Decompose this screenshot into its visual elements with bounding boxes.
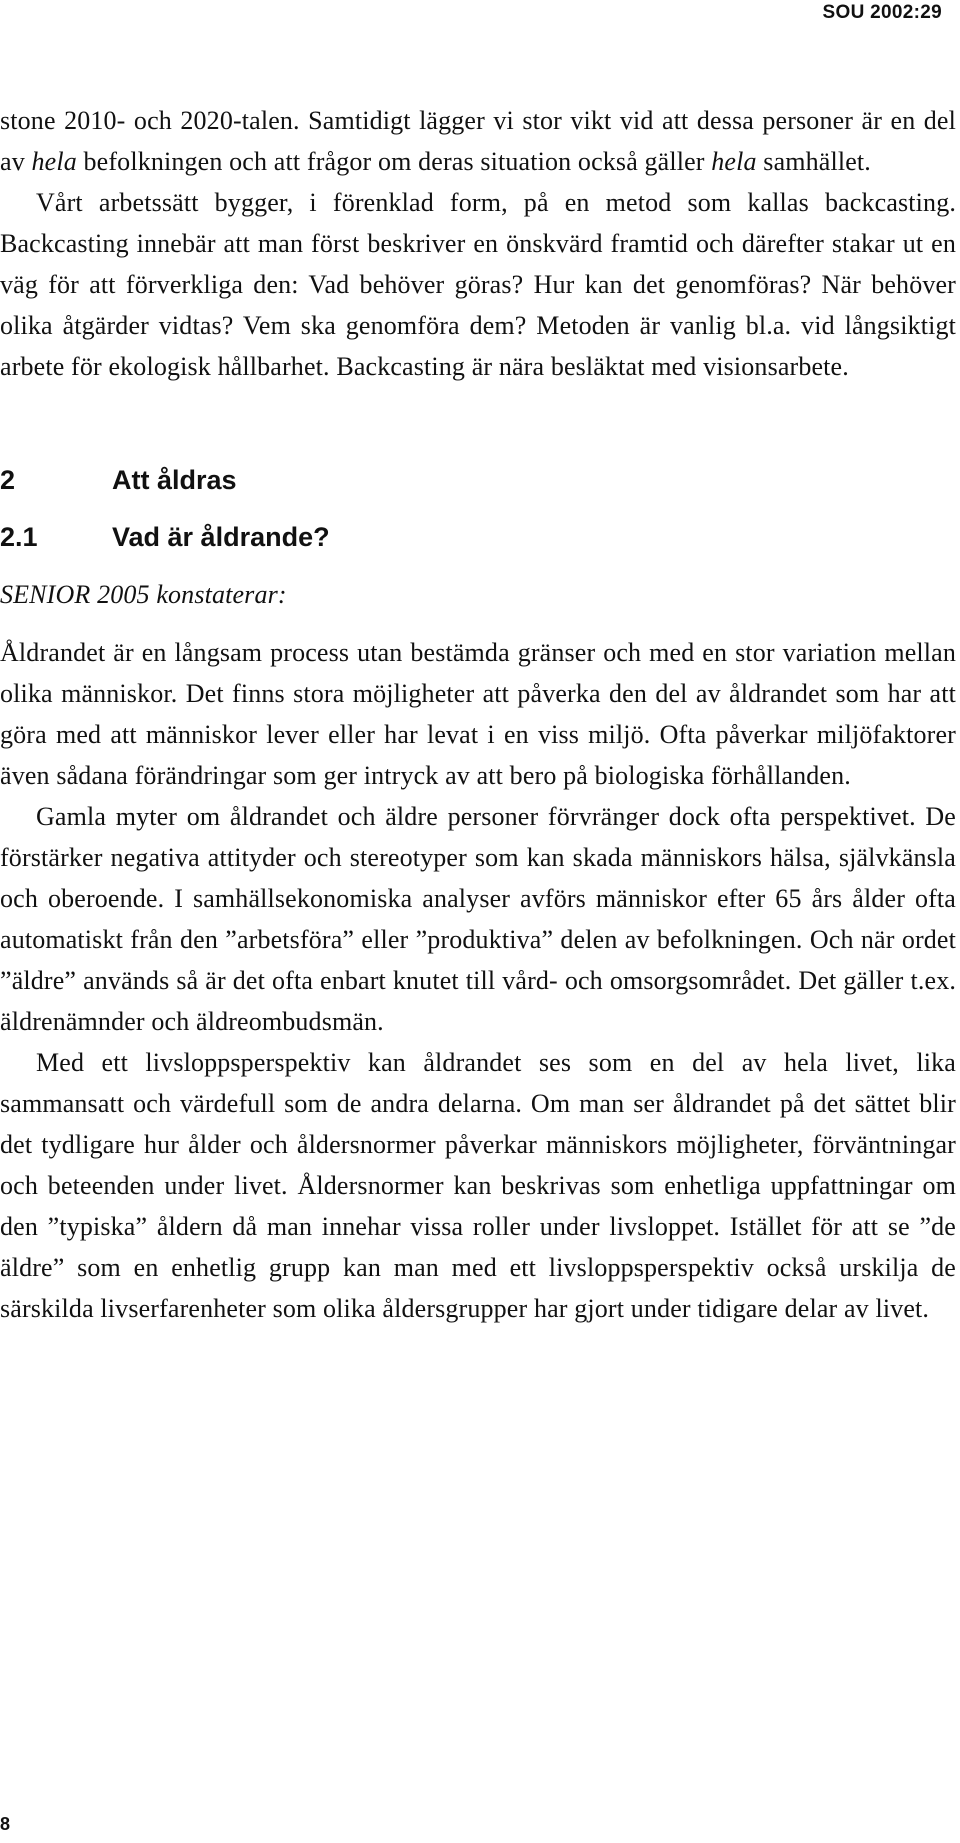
intro-paragraph-1 (0, 100, 956, 182)
lead-in: SENIOR 2005 konstaterar: (0, 580, 287, 609)
intro-text: befolkningen och att frågor om deras situation också gäller (76, 147, 712, 176)
subsection-title: Vad är åldrande? (112, 522, 330, 552)
section-heading (0, 460, 956, 500)
section-title: Att åldras (112, 465, 237, 495)
section-number: 2 (0, 465, 16, 495)
body-paragraph: Åldrandet är en långsam process utan bestämda gränser och med en stor variation mellan olika människor. Det finns stora möjligheter att påverka den del av åldrandet som har att göra med att människor lever eller har levat i en viss miljö. Ofta påverkar miljöfaktorer även sådana förändringar som ger intryck av att bero på biologiska förhållanden. (0, 638, 956, 790)
body-paragraph: Med ett livsloppsperspektiv kan åldrandet ses som en del av hela livet, lika sammansatt och värdefull som de andra delarna. Om man ser åldrandet på det sättet blir det tydligare hur ålder och åldersnormer påverkar människors möjligheter, förväntningar och beteenden under livet. Åldersnormer kan beskrivas som enhetliga uppfattningar om den ”typiska” åldern då man innehar vissa roller under livsloppet. Istället för att se ”de äldre” som en enhetlig grupp kan man med ett livsloppsperspektiv också urskilja de särskilda livserfarenheter som olika åldersgrupper har gjort under tidigare delar av livet. (0, 1048, 956, 1323)
subsection-heading (0, 517, 956, 557)
body-paragraph: Gamla myter om åldrandet och äldre personer förvränger dock ofta perspektivet. De förstärker negativa attityder och stereotyper som kan skada människors hälsa, självkänsla och oberoende. I samhällsekonomiska analyser avförs människor efter 65 års ålder ofta automatiskt från den ”arbetsföra” eller ”produktiva” delen av befolkningen. Och när ordet ”äldre” används så är det ofta enbart knutet till vård- och omsorgsområdet. Det gäller t.ex. äldrenämnder och äldreombudsmän. (0, 802, 956, 1036)
subsection-number: 2.1 (0, 522, 38, 552)
page-number: 8 (0, 1814, 11, 1834)
emphasis-hela: hela (31, 147, 77, 176)
emphasis-hela: hela (711, 147, 757, 176)
page-content (0, 100, 956, 1329)
intro-text: stone 2010- och 2020-talen. Samtidigt lägger vi stor vikt vid att dessa personer är en del av (0, 106, 956, 176)
running-header: SOU 2002:29 (822, 2, 942, 23)
intro-paragraph-2: Vårt arbetssätt bygger, i förenklad form, på en metod som kallas backcasting. Backcasting innebär att man först beskriver en önskvärd framtid och därefter stakar ut en väg för att förverkliga den: Vad behöver göras? Hur kan det genomföras? När behöver olika åtgärder vidtas? Vem ska genomföra dem? Metoden är vanlig bl.a. vid långsiktigt arbete för ekologisk hållbarhet. Backcasting är nära besläktat med visionsarbete. (0, 188, 956, 381)
intro-text: samhället. (756, 147, 871, 176)
